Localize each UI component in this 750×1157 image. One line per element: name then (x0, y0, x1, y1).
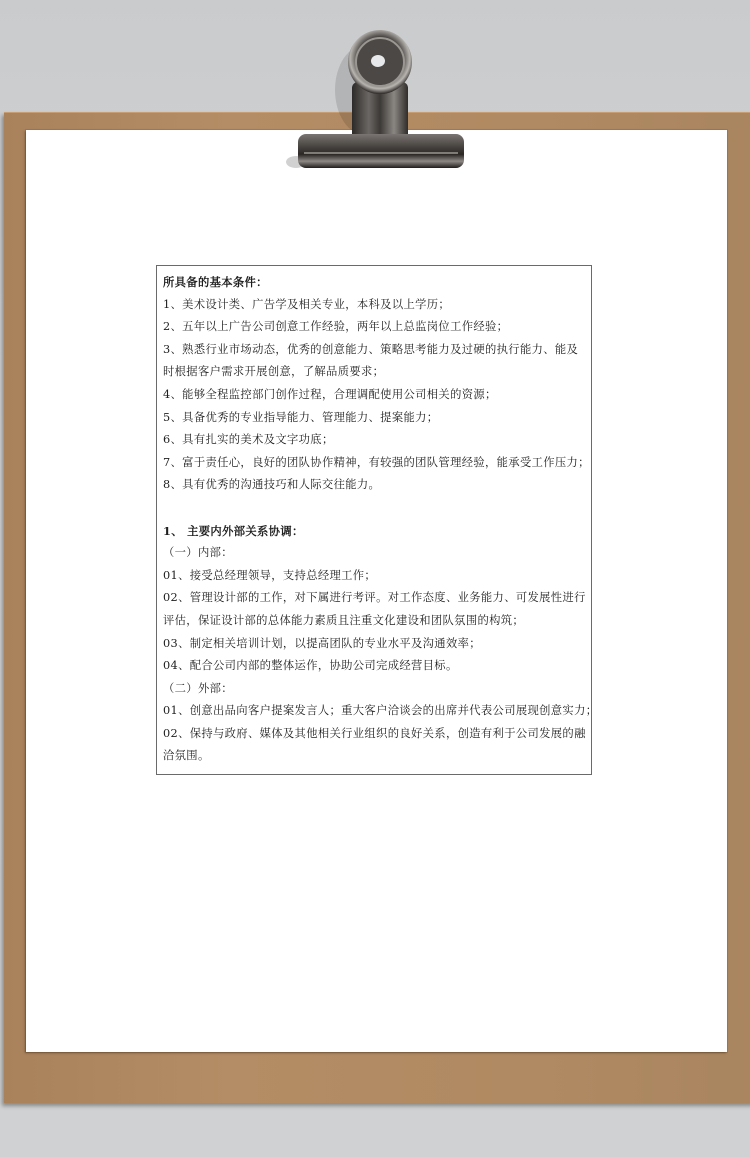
external-duty-line: 02、保持与政府、媒体及其他相关行业组织的良好关系，创造有利于公司发展的融 (163, 726, 586, 740)
spacer (163, 497, 591, 520)
internal-duty-line: 03、制定相关培训计划，以提高团队的专业水平及沟通效率； (163, 636, 481, 650)
requirement-line: 6、具有扎实的美术及文字功底； (163, 433, 334, 447)
requirement-line: 4、能够全程监控部门创作过程，合理调配使用公司相关的资源； (163, 387, 497, 401)
requirement-line: 2、五年以上广告公司创意工作经验，两年以上总监岗位工作经验； (163, 320, 509, 334)
requirement-line: 7、富于责任心，良好的团队协作精神，有较强的团队管理经验，能承受工作压力； (163, 455, 590, 469)
requirement-line: 5、具备优秀的专业指导能力、管理能力、提案能力； (163, 410, 439, 424)
requirement-line: 时根据客户需求开展创意，了解品质要求； (163, 365, 385, 379)
internal-duty-line: 评估，保证设计部的总体能力素质且注重文化建设和团队氛围的构筑； (163, 613, 525, 627)
internal-duty-line: 02、管理设计部的工作，对下属进行考评。对工作态度、业务能力、可发展性进行 (163, 591, 586, 605)
internal-duty-line: 01、接受总经理领导，支持总经理工作； (163, 568, 377, 582)
section-heading-basic-conditions: 所具备的基本条件： (163, 275, 268, 289)
subsection-label-external: （二）外部： (163, 681, 233, 695)
subsection-label-internal: （一）内部： (163, 546, 233, 560)
requirement-line: 3、熟悉行业市场动态，优秀的创意能力、策略思考能力及过硬的执行能力、能及 (163, 342, 579, 356)
section-heading-relations: 1、 主要内外部关系协调： (163, 523, 304, 538)
internal-duty-line: 04、配合公司内部的整体运作，协助公司完成经营目标。 (163, 659, 458, 673)
requirement-line: 1、美术设计类、广告学及相关专业，本科及以上学历； (163, 297, 451, 311)
external-duty-line: 洽氛围。 (163, 749, 210, 763)
job-requirements-box (156, 265, 598, 775)
requirement-line: 8、具有优秀的沟通技巧和人际交往能力。 (163, 478, 381, 492)
external-duty-line: 01、创意出品向客户提案发言人；重大客户洽谈会的出席并代表公司展现创意实力； (163, 704, 598, 718)
